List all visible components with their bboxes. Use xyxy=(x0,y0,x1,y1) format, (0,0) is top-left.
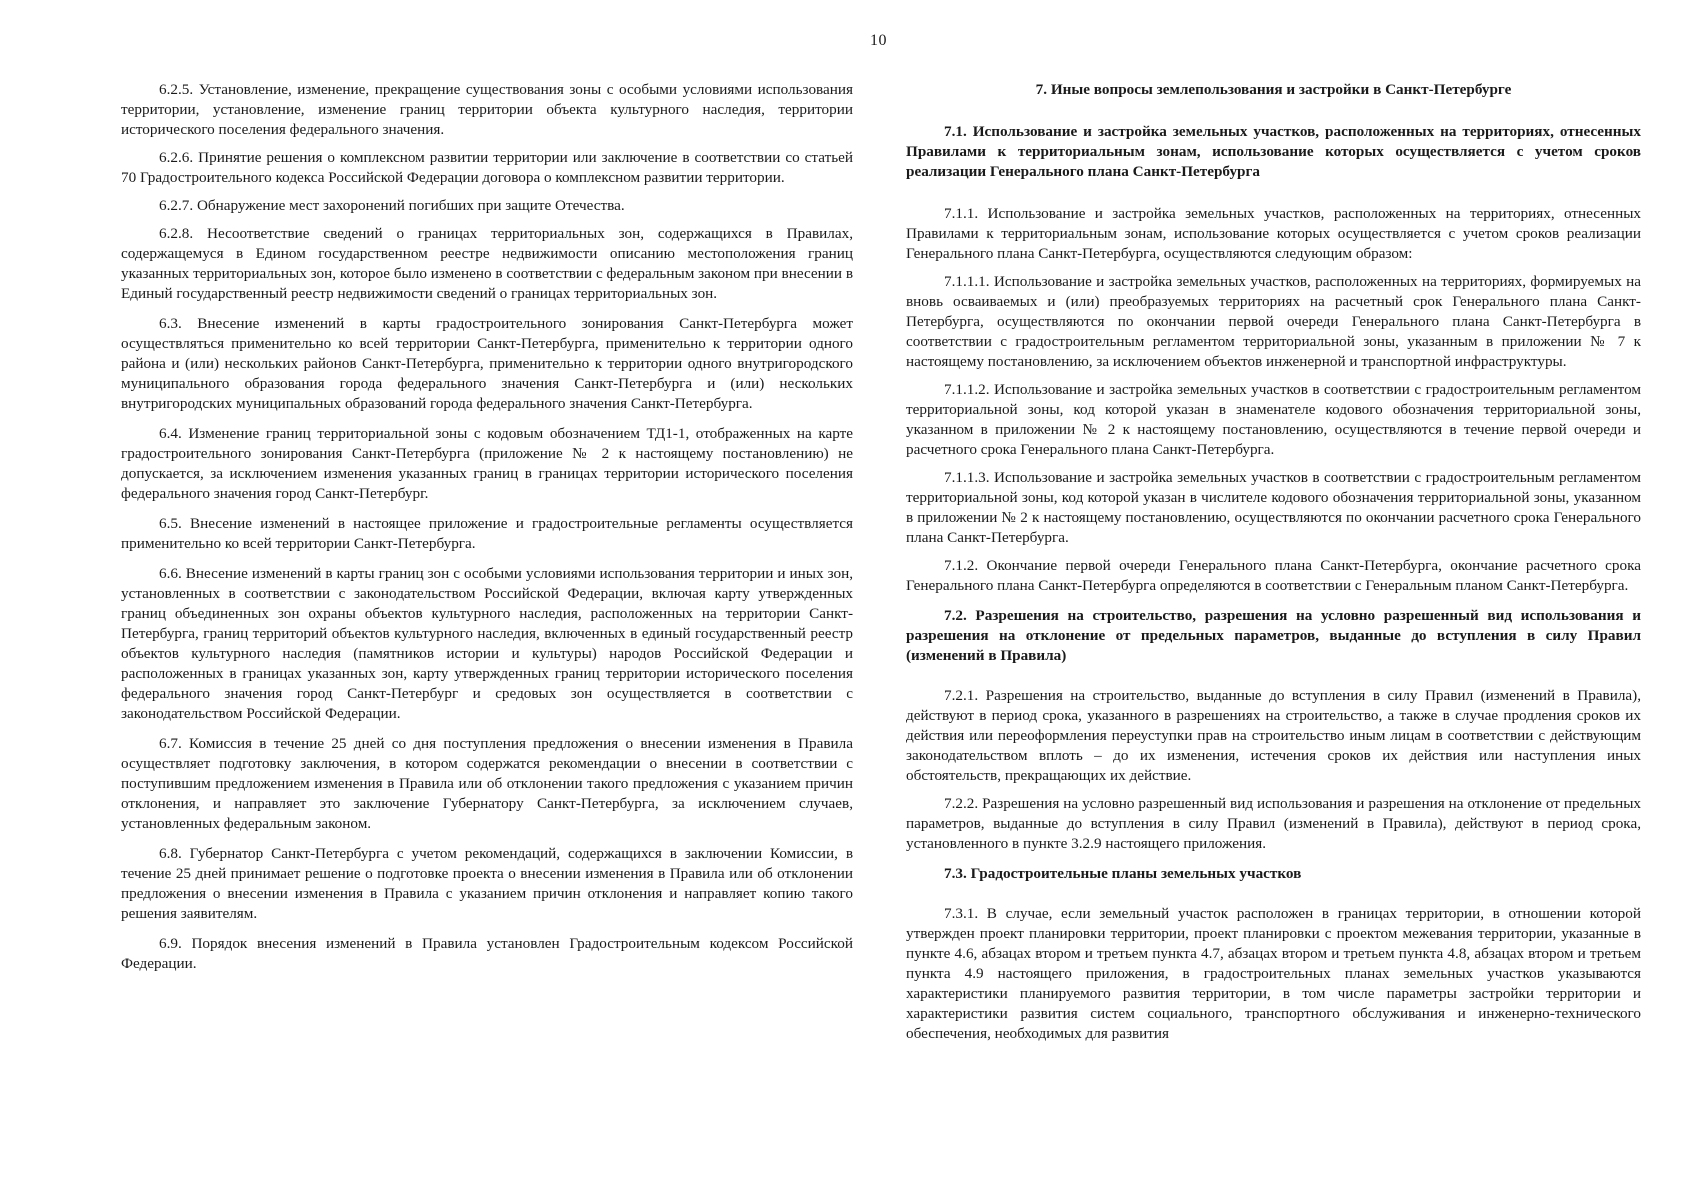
paragraph-6-2-5: 6.2.5. Установление, изменение, прекращение существования зоны с особыми условиями использования территории, установление, изменение границ территории объекта культурного наследия, территории исторического поселения федерального значения. xyxy=(121,81,853,138)
page-number: 10 xyxy=(870,32,887,49)
paragraph-6-8: 6.8. Губернатор Санкт-Петербурга с учетом рекомендаций, содержащихся в заключении Комиссии, в течение 25 дней принимает решение о подготовке проекта о внесении изменения в Правила или об отклонении предложения о внесении изменения в Правила с указанием причин отклонения и направляет копию такого решения заявителям. xyxy=(121,845,853,922)
paragraph-6-5: 6.5. Внесение изменений в настоящее приложение и градостроительные регламенты осуществляется применительно ко всей территории Санкт-Петербурга. xyxy=(121,515,853,552)
right-column xyxy=(906,80,1641,1054)
paragraph-7-2-1: 7.2.1. Разрешения на строительство, выданные до вступления в силу Правил (изменений в Правила), действуют в период срока, указанного в разрешениях на строительство, а также в случае продления сроков их действия или переоформления переуступки прав на строительство иным лицам в соответствии с действующим законодательством вплоть – до их изменения, истечения сроков их действия или наступления иных обстоятельств, прекращающих их действие. xyxy=(906,687,1641,784)
heading-7-2: 7.2. Разрешения на строительство, разрешения на условно разрешенный вид использования и разрешения на отклонение от предельных параметров, выданные до вступления в силу Правил (изменений в Правила) xyxy=(906,607,1641,664)
paragraph-7-3-1: 7.3.1. В случае, если земельный участок расположен в границах территории, в отношении которой утвержден проект планировки территории, проект планировки с проектом межевания территории, указанные в пункте 4.6, абзацах втором и третьем пункта 4.7, абзацах втором и третьем пункта 4.8, абзацах втором и третьем пункта 4.9 настоящего приложения, в градостроительных планах земельных участков указываются характеристики планируемого развития территории, в том числе параметры застройки территории и характеристики развития систем социального, транспортного обслуживания и инженерно-технического обеспечения, необходимых для развития xyxy=(906,905,1641,1042)
paragraph-6-9: 6.9. Порядок внесения изменений в Правила установлен Градостроительным кодексом Российской Федерации. xyxy=(121,935,853,972)
paragraph-6-6: 6.6. Внесение изменений в карты границ зон с особыми условиями использования территории и иных зон, установленных в соответствии с законодательством Российской Федерации, включая карту утвержденных границ объединенных зон охраны объектов культурного наследия, расположенных на территории Санкт-Петербурга, границ территорий объектов культурного наследия, включенных в единый государственный реестр объектов культурного наследия (памятников истории и культуры) народов Российской Федерации и расположенных в границах указанных зон, карту утвержденных границ территории исторического поселения федерального значения город Санкт-Петербург и средовых зон осуществляется в соответствии с законодательством Российской Федерации. xyxy=(121,565,853,722)
paragraph-7-1-1-3: 7.1.1.3. Использование и застройка земельных участков в соответствии с градостроительным регламентом территориальной зоны, код которой указан в числителе кодового обозначения территориальной зоны, указанном в приложении № 2 к настоящему постановлению, осуществляются по окончании расчетного срока Генерального плана Санкт-Петербурга. xyxy=(906,469,1641,546)
paragraph-6-4: 6.4. Изменение границ территориальной зоны с кодовым обозначением ТД1-1, отображенных на карте градостроительного зонирования Санкт-Петербурга (приложение № 2 к настоящему постановлению) не допускается, за исключением изменения указанных границ в границах территории исторического поселения федерального значения город Санкт-Петербург. xyxy=(121,425,853,502)
paragraph-7-1-1-2: 7.1.1.2. Использование и застройка земельных участков в соответствии с градостроительным регламентом территориальной зоны, код которой указан в знаменателе кодового обозначения территориальной зоны, указанном в приложении № 2 к настоящему постановлению, осуществляются в течение первой очереди и расчетного срока Генерального плана Санкт-Петербурга. xyxy=(906,381,1641,458)
paragraph-6-2-6: 6.2.6. Принятие решения о комплексном развитии территории или заключение в соответствии со статьей 70 Градостроительного кодекса Российской Федерации договора о комплексном развитии территории. xyxy=(121,149,853,186)
paragraph-7-2-2: 7.2.2. Разрешения на условно разрешенный вид использования и разрешения на отклонение от предельных параметров, выданные до вступления в силу Правил (изменений в Правила), действуют в период срока, установленного в пункте 3.2.9 настоящего приложения. xyxy=(906,795,1641,852)
section-title: 7. Иные вопросы землепользования и застройки в Санкт-Петербурге xyxy=(1035,81,1512,98)
paragraph-7-1-2: 7.1.2. Окончание первой очереди Генерального плана Санкт-Петербурга, окончание расчетного срока Генерального плана Санкт-Петербурга определяются в соответствии с Генеральным планом Санкт-Петербурга. xyxy=(906,557,1641,594)
heading-7-3: 7.3. Градостроительные планы земельных участков xyxy=(944,865,1302,882)
paragraph-7-1-1-1: 7.1.1.1. Использование и застройка земельных участков, расположенных на территориях, формируемых на вновь осваиваемых и (или) преобразуемых территориях на расчетный срок Генерального плана Санкт-Петербурга, осуществляются по окончании первой очереди Генерального плана Санкт-Петербурга в соответствии с градостроительным регламентом территориальной зоны, указанным в приложении № 7 к настоящему постановлению, за исключением объектов инженерной и транспортной инфраструктуры. xyxy=(906,273,1641,370)
left-column xyxy=(121,80,853,984)
paragraph-7-1-1: 7.1.1. Использование и застройка земельных участков, расположенных на территориях, отнесенных Правилами к территориальным зонам, использование которых осуществляется с учетом сроков реализации Генерального плана Санкт-Петербурга, осуществляются следующим образом: xyxy=(906,205,1641,262)
paragraph-6-7: 6.7. Комиссия в течение 25 дней со дня поступления предложения о внесении изменения в Правила осуществляет подготовку заключения, в котором содержатся рекомендации о внесении в соответствии с поступившим предложением изменения в Правила или об отклонении такого предложения с указанием причин отклонения, и направляет это заключение Губернатору Санкт-Петербурга, за исключением случаев, установленных федеральным законом. xyxy=(121,735,853,832)
heading-7-1: 7.1. Использование и застройка земельных участков, расположенных на территориях, отнесенных Правилами к территориальным зонам, использование которых осуществляется с учетом сроков реализации Генерального плана Санкт-Петербурга xyxy=(906,123,1641,180)
paragraph-6-3: 6.3. Внесение изменений в карты градостроительного зонирования Санкт-Петербурга может осуществляться применительно ко всей территории Санкт-Петербурга, применительно к территории одного района и (или) нескольких районов Санкт-Петербурга, применительно к территории одного внутригородского муниципального образования города федерального значения Санкт-Петербурга и (или) нескольких внутригородских муниципальных образований города федерального значения Санкт-Петербурга. xyxy=(121,315,853,412)
paragraph-6-2-8: 6.2.8. Несоответствие сведений о границах территориальных зон, содержащихся в Правилах, содержащемуся в Едином государственном реестре недвижимости описанию местоположения границ указанных территориальных зон, которое было изменено в соответствии с федеральным законом при внесении в Единый государственный реестр недвижимости сведений о границах территориальных зон. xyxy=(121,225,853,302)
paragraph-6-2-7: 6.2.7. Обнаружение мест захоронений погибших при защите Отечества. xyxy=(159,197,625,214)
